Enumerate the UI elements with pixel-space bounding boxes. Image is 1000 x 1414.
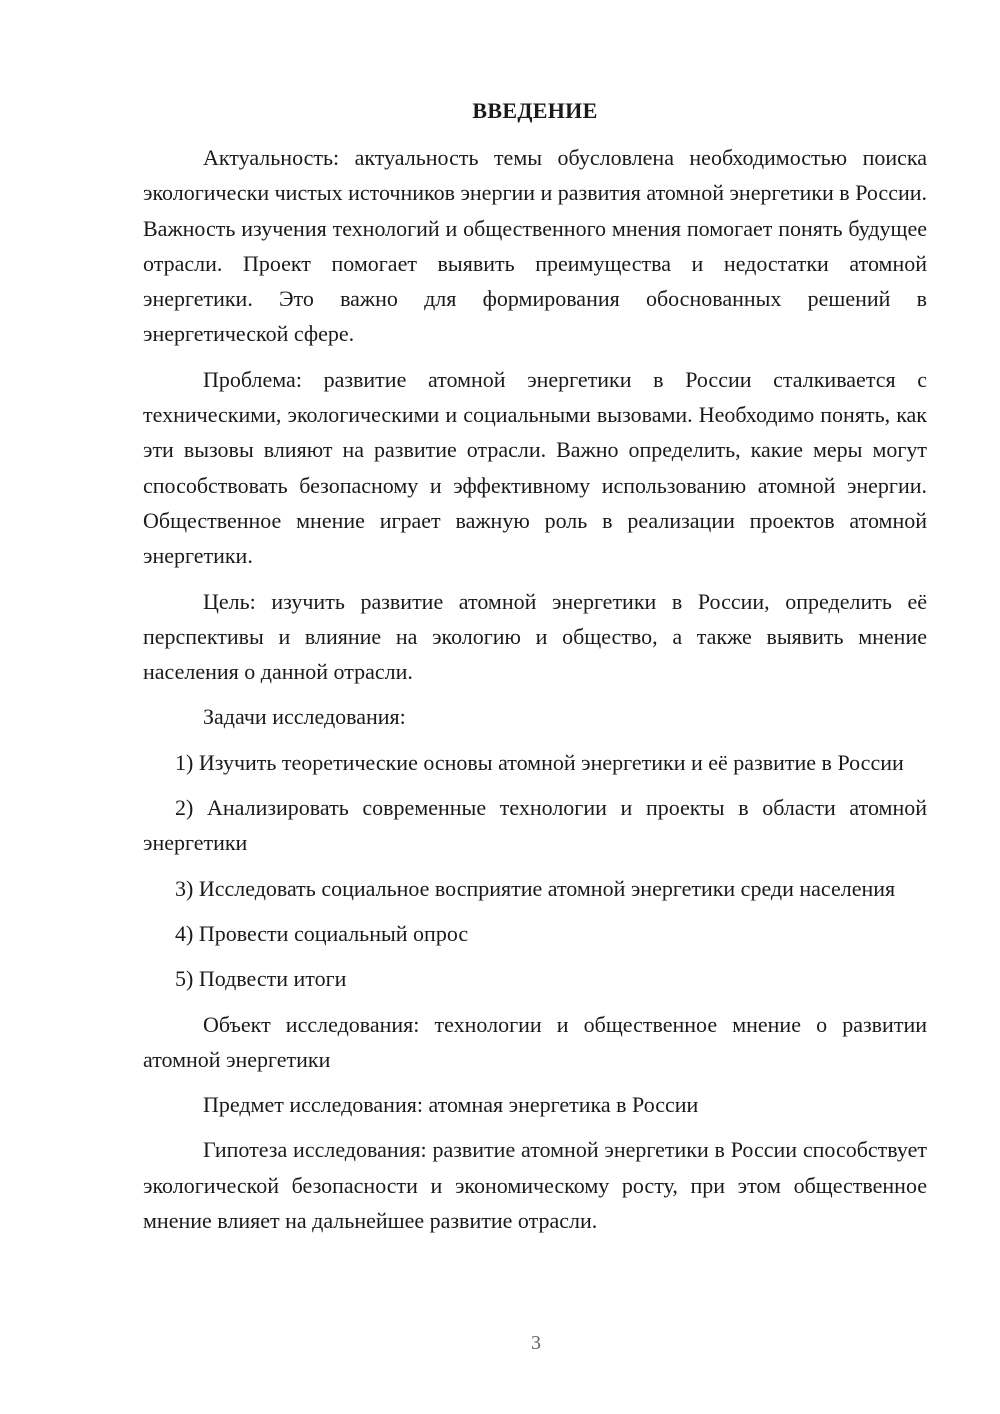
research-subject-paragraph: Предмет исследования: атомная энергетика в России (203, 1092, 699, 1118)
page-number: 3 (531, 1332, 541, 1354)
tasks-list (143, 745, 927, 997)
section-title: ВВЕДЕНИЕ (472, 98, 598, 123)
task-item-3: 3) Исследовать социальное восприятие атомной энергетики среди населения (175, 875, 896, 901)
tasks-heading: Задачи исследования: (203, 704, 406, 730)
research-object-paragraph: Объект исследования: технологии и общественное мнение о развитии атомной энергетики (143, 1011, 927, 1072)
goal-paragraph: Цель: изучить развитие атомной энергетики в России, определить её перспективы и влияние на экологию и общество, а также выявить мнение населения о данной отрасли. (143, 588, 927, 685)
problem-paragraph: Проблема: развитие атомной энергетики в России сталкивается с техническими, экологическими и социальными вызовами. Необходимо понять, как эти вызовы влияют на развитие отрасли. Важно определить, какие меры могут способствовать безопасному и эффективному использованию атомной энергии. Общественное мнение играет важную роль в реализации проектов атомной энергетики. (143, 366, 927, 569)
task-item-2: 2) Анализировать современные технологии и проекты в области атомной энергетики (143, 795, 927, 856)
task-item-4: 4) Провести социальный опрос (175, 920, 469, 946)
task-item-1: 1) Изучить теоретические основы атомной энергетики и её развитие в России (175, 749, 904, 775)
relevance-paragraph: Актуальность: актуальность темы обусловлена необходимостью поиска экологически чистых источников энергии и развития атомной энергетики в России. Важность изучения технологий и общественного мнения помогает понять будущее отрасли. Проект помогает выявить преимущества и недостатки атомной энергетики. Это важно для формирования обоснованных решений в энергетической сфере. (143, 145, 928, 347)
hypothesis-paragraph: Гипотеза исследования: развитие атомной энергетики в России способствует экологической безопасности и экономическому росту, при этом общественное мнение влияет на дальнейшее развитие отрасли. (143, 1137, 927, 1234)
task-item-5: 5) Подвести итоги (175, 966, 347, 992)
page-content (143, 96, 927, 1248)
